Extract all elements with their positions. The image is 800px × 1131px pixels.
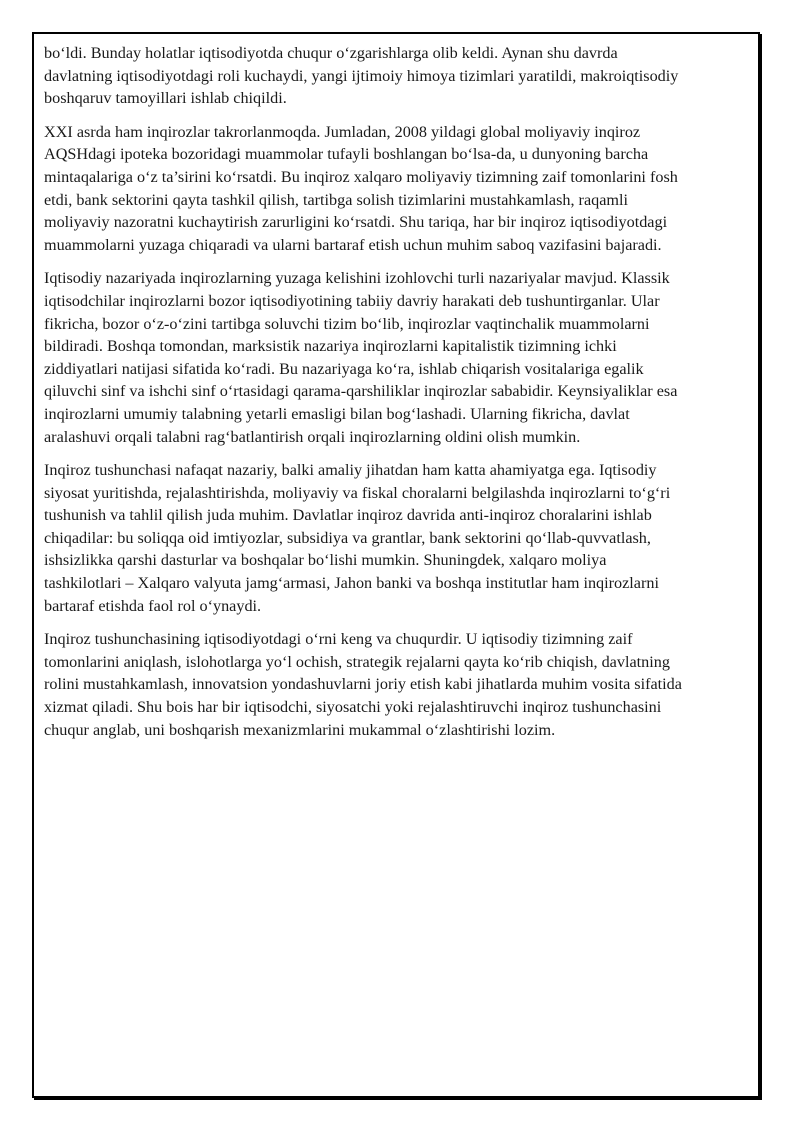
paragraph-1: bo‘ldi. Bunday holatlar iqtisodiyotda chuqur o‘zgarishlarga olib keldi. Aynan shu davrda davlatning iqtisodiyotdagi roli kuchaydi, yangi ijtimoiy himoya tizimlari yaratildi, makroiqtisodiy boshqaruv tamoyillari ishlab chiqildi. xyxy=(44,44,679,108)
paragraph-5: Inqiroz tushunchasining iqtisodiyotdagi o‘rni keng va chuqurdir. U iqtisodiy tizimning zaif tomonlarini aniqlash, islohotlarga yo‘l ochish, strategik rejalarni qayta ko‘rib chiqish, davlatning rolini mustahkamlash, innovatsion yondashuvlarni joriy etish kabi jihatlarda muhim vosita sifatida xizmat qiladi. Shu bois har bir iqtisodchi, siyosatchi yoki rejalashtiruvchi inqiroz tushunchasini chuqur anglab, uni boshqarish mexanizmlarini mukammal o‘zlashtirishi lozim. xyxy=(44,630,682,739)
paragraph-4: Inqiroz tushunchasi nafaqat nazariy, balki amaliy jihatdan ham katta ahamiyatga ega. Iqtisodiy siyosat yuritishda, rejalashtirishda, moliyaviy va fiskal choralarni belgilashda inqirozlarni to‘g‘ri tushunish va tahlil qilish juda muhim. Davlatlar inqiroz davrida anti-inqiroz choralarini ishlab chiqadilar: bu soliqqa oid imtiyozlar, subsidiya va grantlar, bank sektorini qo‘llab-quvvatlash, ishsizlikka qarshi dasturlar va boshqalar bo‘lishi mumkin. Shuningdek, xalqaro moliya tashkilotlari – Xalqaro valyuta jamg‘armasi, Jahon banki va boshqa institutlar ham inqirozlarni bartaraf etishda faol rol o‘ynaydi. xyxy=(44,461,671,615)
document-body xyxy=(44,42,684,752)
paragraph-3: Iqtisodiy nazariyada inqirozlarning yuzaga kelishini izohlovchi turli nazariyalar mavjud. Klassik iqtisodchilar inqirozlarni bozor iqtisodiyotining tabiiy davriy harakati deb tushuntirganlar. Ular fikricha, bozor o‘z-o‘zini tartibga soluvchi tizim bo‘lib, inqirozlar vaqtinchalik muammolarni bildiradi. Boshqa tomondan, marksistik nazariya inqirozlarni kapitalistik tizimning ichki ziddiyatlari natijasi sifatida ko‘radi. Bu nazariyaga ko‘ra, ishlab chiqarish vositalariga egalik qiluvchi sinf va ishchi sinf o‘rtasidagi qarama-qarshiliklar inqirozlar sababidir. Keynsiyaliklar esa inqirozlarni umumiy talabning yetarli emasligi bilan bog‘lashadi. Ularning fikricha, davlat aralashuvi orqali talabni rag‘batlantirish orqali inqirozlarning oldini olish mumkin. xyxy=(44,269,678,446)
paragraph-2: XXI asrda ham inqirozlar takrorlanmoqda. Jumladan, 2008 yildagi global moliyaviy inqiroz AQSHdagi ipoteka bozoridagi muammolar tufayli boshlangan bo‘lsa-da, u dunyoning barcha mintaqalariga o‘z ta’sirini ko‘rsatdi. Bu inqiroz xalqaro moliyaviy tizimning zaif tomonlarini fosh etdi, bank sektorini qayta tashkil qilish, tartibga solish tizimlarini mustahkamlash, raqamli moliyaviy nazoratni kuchaytirish zarurligini ko‘rsatdi. Shu tariqa, har bir inqiroz iqtisodiyotdagi muammolarni yuzaga chiqaradi va ularni bartaraf etish uchun muhim saboq vazifasini bajaradi. xyxy=(44,122,678,254)
